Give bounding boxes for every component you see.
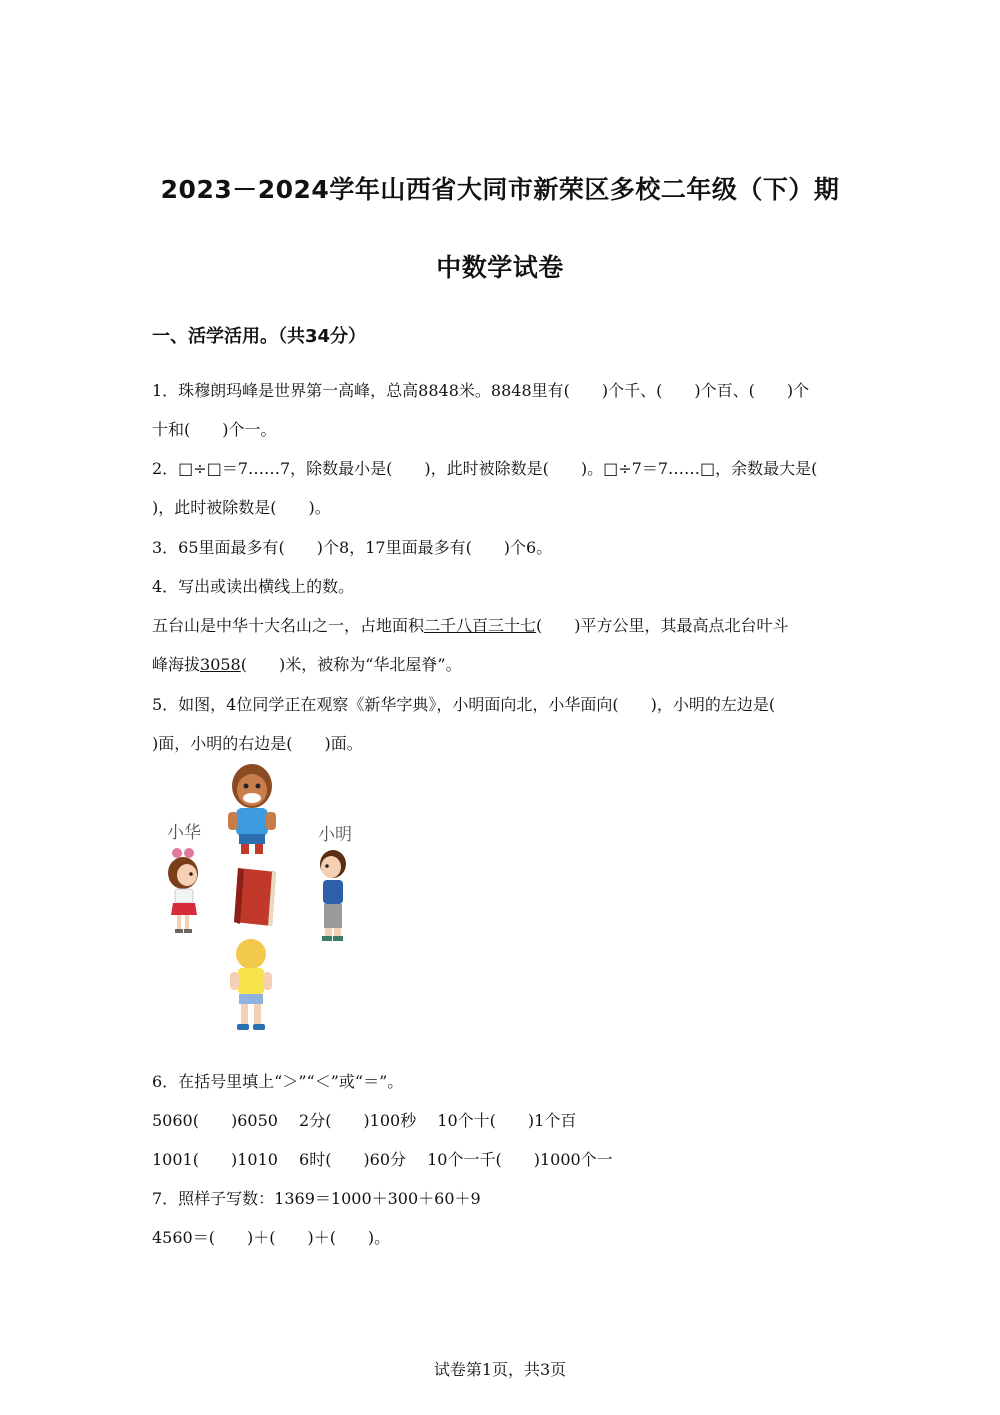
- exam-title-line2: 中数学试卷: [436, 253, 564, 282]
- q4-line2-text-b: ( )平方公里，其最高点北台叶斗: [536, 616, 789, 635]
- q6-row2: 1001( )1010 6时( )60分 10个一千( )1000个一: [152, 1150, 613, 1169]
- q5-line2: )面，小明的右边是( )面。: [152, 734, 363, 753]
- q7-line1: 7．照样子写数：1369＝1000＋300＋60＋9: [152, 1189, 481, 1208]
- q4-underlined-number: 3058: [200, 655, 241, 674]
- q1-line2: 十和( )个一。: [152, 420, 277, 439]
- q7-line2: 4560＝( )＋( )＋( )。: [152, 1228, 391, 1247]
- q4-line3-text-b: ( )米，被称为“华北屋脊”。: [240, 655, 462, 674]
- q5-line1: 5．如图，4位同学正在观察《新华字典》，小明面向北，小华面向( )，小明的左边是(: [152, 695, 776, 714]
- boy-right-figure: [313, 848, 353, 944]
- q4-line3: [152, 652, 462, 675]
- label-xiaohua: 小华: [167, 823, 201, 843]
- q4-line2-text-a: 五台山是中华十大名山之一，占地面积: [152, 616, 425, 635]
- boy-bottom-figure: [226, 938, 276, 1036]
- book-figure: [230, 866, 278, 928]
- q1-line1: 1．珠穆朗玛峰是世界第一高峰，总高8848米。8848里有( )个千、( )个百、( )个: [152, 381, 810, 400]
- q6-line1: 6．在括号里填上“＞”“＜”或“＝”。: [152, 1072, 404, 1091]
- q2-line1: 2．□÷□＝7……7，除数最小是( )，此时被除数是( )。□÷7＝7……□，余数最大是(: [152, 459, 818, 478]
- label-xiaoming: 小明: [318, 825, 352, 845]
- q4-line3-text-a: 峰海拔: [152, 655, 201, 674]
- q4-line1: 4．写出或读出横线上的数。: [152, 577, 355, 596]
- page-footer: 试卷第1页，共3页: [433, 1360, 567, 1379]
- q6-row1: 5060( )6050 2分( )100秒 10个十( )1个百: [152, 1111, 577, 1130]
- q4-underlined-number-words: 二千八百三十七: [424, 616, 537, 635]
- boy-top-figure: [222, 762, 282, 858]
- section-heading: 一、活学活用。（共34分）: [152, 326, 367, 347]
- q3-line1: 3．65里面最多有( )个8，17里面最多有( )个6。: [152, 538, 553, 557]
- exam-title-line1: 2023－2024学年山西省大同市新荣区多校二年级（下）期: [160, 175, 840, 204]
- q2-line2: )，此时被除数是( )。: [152, 498, 331, 517]
- q4-line2: [152, 613, 789, 636]
- girl-left-figure: [163, 845, 205, 937]
